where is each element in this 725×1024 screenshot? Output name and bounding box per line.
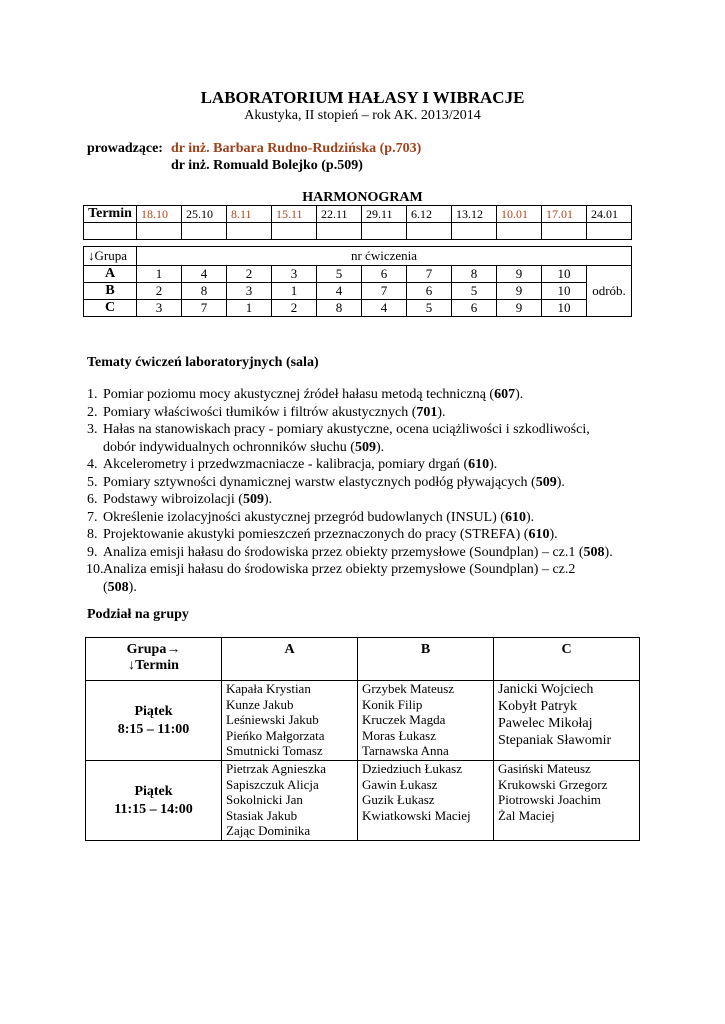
topics-heading: Tematy ćwiczeń laboratoryjnych (sala) [87,355,319,370]
page-title: LABORATORIUM HAŁASY I WIBRACJE [200,88,525,107]
makeup-cell: odrób. [587,266,632,317]
exercise-cell: 1 [227,300,272,317]
exercise-cell: 8 [317,300,362,317]
date-cell: 10.01 [497,206,542,223]
group-cell: Grzybek Mateusz Konik Filip Kruczek Magda Moras Łukasz Tarnawska Anna [358,681,494,761]
group-col-header: A [222,638,358,681]
exercise-cell: 3 [137,300,182,317]
exercise-cell: 6 [407,283,452,300]
group-col-header: C [494,638,640,681]
schedule-heading: HARMONOGRAM [302,190,423,205]
instructors [87,140,421,174]
exercise-cell: 9 [497,300,542,317]
instructors-label: prowadzące: [87,141,163,156]
date-cell: 22.11 [317,206,362,223]
group-cell: Dziedziuch Łukasz Gawin Łukasz Guzik Łukasz Kwiatkowski Maciej [358,761,494,841]
exercise-cell: 2 [137,283,182,300]
exercise-cell: 4 [182,266,227,283]
topic-item: 9. Analiza emisji hałasu do środowiska przez obiekty przemysłowe (Soundplan) – cz.1 (508). [87,544,613,560]
group-col-header: B [358,638,494,681]
topic-item: 5. Pomiary sztywności dynamicznej warstw elastycznych podłóg pływających (509). [87,474,565,490]
group-row-label: B [84,283,137,300]
exercise-cell: 8 [182,283,227,300]
exercise-label: nr ćwiczenia [137,247,632,266]
exercise-cell: 7 [182,300,227,317]
group-label: ↓Grupa [84,247,137,266]
exercise-cell: 4 [317,283,362,300]
date-cell: 25.10 [182,206,227,223]
term-slot: Piątek 8:15 – 11:00 [86,681,222,761]
topic-item: 3. Hałas na stanowiskach pracy - pomiary akustyczne, ocena uciążliwości i szkodliwości, dobór indywidualnych ochronników słuchu (509). [87,422,590,455]
instructor-first: dr inż. Barbara Rudno-Rudzińska (p.703) [171,141,422,156]
instructor-second: dr inż. Romuald Bolejko (p.509) [171,158,363,173]
date-cell: 15.11 [272,206,317,223]
exercise-cell: 2 [227,266,272,283]
schedule-table [83,205,632,317]
term-label: Termin [84,206,137,223]
exercise-cell: 8 [452,266,497,283]
groups-corner: Grupa→ ↓Termin [86,638,222,681]
group-cell: Gasiński Mateusz Krukowski Grzegorz Piotrowski Joachim Żal Maciej [494,761,640,841]
date-cell: 8.11 [227,206,272,223]
exercise-cell: 5 [407,300,452,317]
topics-list [87,386,687,596]
term-slot: Piątek 11:15 – 14:00 [86,761,222,841]
date-cell: 13.12 [452,206,497,223]
topic-item: 6. Podstawy wibroizolacji (509). [87,492,273,507]
groups-heading: Podział na grupy [87,607,189,622]
exercise-cell: 2 [272,300,317,317]
exercise-cell: 10 [542,283,587,300]
topic-item: 8. Projektowanie akustyki pomieszczeń przeznaczonych do pracy (STREFA) (610). [87,527,558,542]
exercise-cell: 6 [362,266,407,283]
page-subtitle: Akustyka, II stopień – rok AK. 2013/2014 [244,108,481,123]
exercise-cell: 1 [137,266,182,283]
exercise-cell: 3 [272,266,317,283]
exercise-cell: 5 [452,283,497,300]
group-cell: Pietrzak Agnieszka Sapiszczuk Alicja Sokolnicki Jan Stasiak Jakub Zając Dominika [222,761,358,841]
date-cell: 6.12 [407,206,452,223]
exercise-cell: 3 [227,283,272,300]
date-cell: 24.01 [587,206,632,223]
topic-item: 1. Pomiar poziomu mocy akustycznej źródeł hałasu metodą techniczną (607). [87,387,524,402]
date-cell: 18.10 [137,206,182,223]
exercise-cell: 6 [452,300,497,317]
group-row-label: A [84,266,137,283]
date-cell: 17.01 [542,206,587,223]
group-cell: Kapała Krystian Kunze Jakub Leśniewski Jakub Pieńko Małgorzata Smutnicki Tomasz [222,681,358,761]
groups-table [85,637,640,841]
date-cell: 29.11 [362,206,407,223]
exercise-cell: 9 [497,283,542,300]
exercise-cell: 10 [542,300,587,317]
exercise-cell: 1 [272,283,317,300]
group-row-label: C [84,300,137,317]
exercise-cell: 7 [362,283,407,300]
exercise-cell: 4 [362,300,407,317]
group-cell: Janicki Wojciech Kobyłt Patryk Pawelec Mikołaj Stepaniak Sławomir [494,681,640,761]
exercise-cell: 5 [317,266,362,283]
topic-item: 10. Analiza emisji hałasu do środowiska przez obiekty przemysłowe (Soundplan) – cz.2 (508). [86,562,576,595]
exercise-cell: 9 [497,266,542,283]
topic-item: 2. Pomiary właściwości tłumików i filtrów akustycznych (701). [87,404,446,420]
topic-item: 4. Akcelerometry i przedwzmacniacze - kalibracja, pomiary drgań (610). [87,457,498,472]
topic-item: 7. Określenie izolacyjności akustycznej przegród budowlanych (INSUL) (610). [87,509,535,525]
exercise-cell: 7 [407,266,452,283]
exercise-cell: 10 [542,266,587,283]
